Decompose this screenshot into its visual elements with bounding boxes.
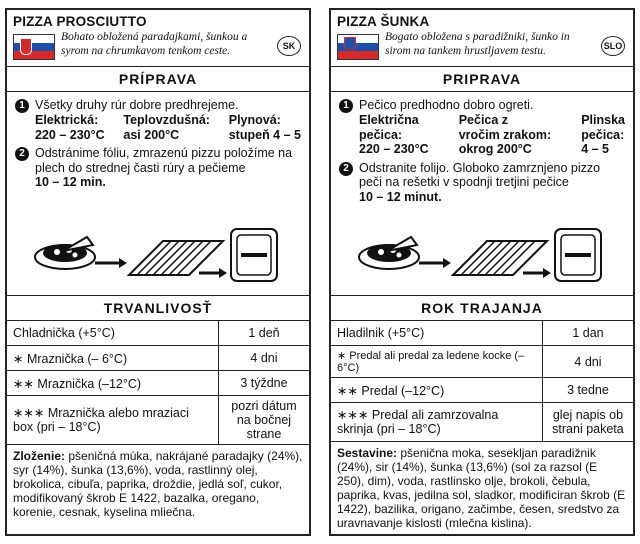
step-1-text: Pečico predhodno dobro ogreti.	[359, 98, 534, 112]
step-2-text: Odstranite folijo. Globoko zamrznjeno pizzo peči na rešetki v spodnji tretjini pečice	[359, 160, 601, 189]
step-1	[15, 98, 301, 113]
step-number-icon: 1	[15, 99, 29, 113]
storage-table	[7, 321, 309, 445]
ingredients-text: pšenična moka, sesekljan paradižnik (24%), sir (14%), šunka (13,6%) (sol za razsol (E 250), dim), voda, rastlinsko olje, brokoli, čebula, paprika, kvas, jedilna sol, sladkor, modificiran škrob (E 1422), bazilika, origano, začimbe, česen, sredstvo za uravnavanje kislosti (mlečna kislina).	[337, 446, 626, 530]
oven-electric: Elektrická: 220 – 230°C	[35, 113, 105, 142]
oven-gas: Plinska pečica: 4 – 5	[581, 113, 625, 156]
card-header	[331, 10, 633, 67]
slovenian-flag-icon	[337, 34, 379, 60]
step-2-text: Odstránime fóliu, zmrazenú pizzu položíme na plech do strednej časti rúry a pečieme	[35, 146, 293, 175]
storage-time: glej napis ob strani paketa	[542, 403, 633, 442]
table-row	[331, 346, 633, 378]
label-card-sk	[5, 8, 311, 536]
oven-settings	[35, 113, 301, 142]
step-1-text: Všetky druhy rúr dobre predhrejeme.	[35, 98, 239, 112]
oven-settings	[359, 113, 625, 157]
ingredients-text: pšeničná múka, nakrájané paradajky (24%), syr (14%), šunka (13,6%), voda, rastlinný olej, brokolica, cibuľa, paprika, droždie, jedlá soľ, cukor, modifikovaný škrob E 1422, bazalka, oregano, korenie, cesnak, kyselina mliečna.	[13, 449, 303, 519]
product-description: Bogato obložena s paradižniki, šunko in sirom na tankem hrustljavem testu.	[385, 31, 570, 57]
storage-place: Chladnička (+5°C)	[7, 321, 218, 346]
storage-place: ∗∗∗ Mraznička alebo mraziaci box (pri – 18°C)	[7, 396, 218, 445]
step-2	[339, 161, 625, 205]
step-2	[15, 146, 301, 190]
baking-illustration-icon	[33, 223, 283, 285]
table-row	[7, 371, 309, 396]
storage-time: 3 týždne	[218, 371, 309, 396]
baking-illustration-icon	[357, 223, 607, 285]
product-title: PIZZA ŠUNKA	[337, 14, 430, 29]
ingredients	[331, 442, 633, 534]
table-row	[331, 403, 633, 442]
storage-time: 4 dni	[542, 346, 633, 378]
table-row	[7, 346, 309, 371]
storage-time: pozri dátum na bočnej strane	[218, 396, 309, 445]
oven-gas: Plynová: stupeň 4 – 5	[228, 113, 301, 142]
product-title: PIZZA PROSCIUTTO	[13, 14, 147, 29]
step-1	[339, 98, 625, 113]
product-description: Bohato obložená paradajkami, šunkou a syrom na chrumkavom tenkom ceste.	[61, 31, 248, 57]
oven-convection: Teplovzdušná: asi 200°C	[123, 113, 210, 142]
preparation-block	[7, 92, 309, 296]
section-heading-preparation: PRIPRAVA	[331, 67, 633, 92]
storage-place: Hladilnik (+5°C)	[331, 321, 542, 346]
step-number-icon: 1	[339, 99, 353, 113]
storage-place: ∗∗∗ Predal ali zamrzovalna skrinja (pri – 18°C)	[331, 403, 542, 442]
storage-place: ∗ Predal ali predal za ledene kocke (– 6°C)	[331, 346, 542, 378]
table-row	[7, 321, 309, 346]
label-card-slo	[329, 8, 635, 536]
step-number-icon: 2	[339, 162, 353, 176]
slovak-flag-icon	[13, 34, 55, 60]
storage-place: ∗∗ Predal (–12°C)	[331, 378, 542, 403]
storage-table	[331, 321, 633, 442]
country-code-badge: SK	[277, 36, 301, 56]
oven-convection: Pečica z vročim zrakom: okrog 200°C	[458, 113, 552, 156]
baking-time: 10 – 12 min.	[35, 175, 106, 189]
section-heading-preparation: PRÍPRAVA	[7, 67, 309, 92]
storage-time: 1 dan	[542, 321, 633, 346]
storage-place: ∗ Mraznička (– 6°C)	[7, 346, 218, 371]
card-header	[7, 10, 309, 67]
table-row	[331, 378, 633, 403]
baking-time: 10 – 12 minut.	[359, 189, 442, 204]
country-code-badge: SLO	[601, 36, 625, 56]
section-heading-shelf-life: ROK TRAJANJA	[331, 296, 633, 321]
oven-electric: Električna pečica: 220 – 230°C	[359, 113, 429, 156]
ingredients	[7, 445, 309, 523]
storage-time: 3 tedne	[542, 378, 633, 403]
ingredients-label: Sestavine:	[337, 446, 398, 460]
storage-place: ∗∗ Mraznička (–12°C)	[7, 371, 218, 396]
table-row	[7, 396, 309, 445]
step-number-icon: 2	[15, 147, 29, 161]
section-heading-shelf-life: TRVANLIVOSŤ	[7, 296, 309, 321]
storage-time: 4 dni	[218, 346, 309, 371]
ingredients-label: Zloženie:	[13, 449, 66, 463]
table-row	[331, 321, 633, 346]
storage-time: 1 deň	[218, 321, 309, 346]
preparation-block	[331, 92, 633, 296]
